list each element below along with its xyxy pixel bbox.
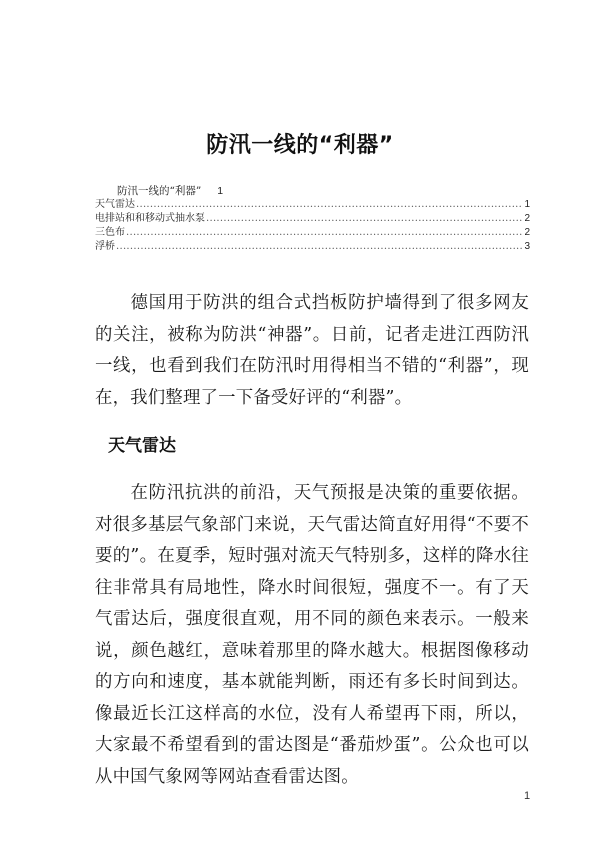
toc-leader-dots (116, 240, 523, 254)
toc-entry-label: 浮桥 (95, 241, 115, 252)
toc-entry-label: 三色布 (95, 227, 125, 238)
toc-entry-label: 天气雷达 (95, 199, 135, 210)
toc-entry[interactable] (95, 198, 530, 212)
document-title: 防汛一线的“利器” (206, 133, 394, 158)
section-paragraph-text: 在防汛抗洪的前沿，天气预报是决策的重要依据。对很多基层气象部门来说，天气雷达简直好用得“不要不要的”。在夏季，短时强对流天气特别多，这样的降水往往非常具有局地性，降水时间很短，强度不一。有了天气雷达后，强度很直观，用不同的颜色来表示。一般来说，颜色越红，意味着那里的降水越大。根据图像移动的方向和速度，基本就能判断，雨还有多长时间到达。像最近长江这样高的水位，没有人希望再下雨，所以，大家最不希望看到的雷达图是“番茄炒蛋”。公众也可以从中国气象网等网站查看雷达图。 (95, 483, 529, 787)
intro-paragraph-text: 德国用于防洪的组合式挡板防护墙得到了很多网友的关注，被称为防洪“神器”。日前，记者走进江西防汛一线，也看到我们在防汛时用得相当不错的“利器”，现在，我们整理了一下备受好评的“利器”。 (95, 293, 529, 408)
section-paragraph-weather-radar (95, 478, 529, 793)
toc-heading-page: 1 (217, 185, 224, 197)
section-heading-weather-radar: 天气雷达 (108, 436, 176, 456)
toc-entry-page: 2 (524, 227, 530, 238)
toc-entry-page: 3 (524, 241, 530, 252)
toc-entry-page: 1 (524, 199, 530, 210)
toc-entry[interactable] (95, 226, 530, 240)
toc-entry-page: 2 (524, 213, 530, 224)
page-number: 1 (524, 790, 531, 802)
table-of-contents (95, 184, 530, 254)
toc-entry[interactable] (95, 240, 530, 254)
toc-entry-label: 电排站和和移动式抽水泵 (95, 213, 205, 224)
intro-paragraph (95, 288, 529, 414)
toc-leader-dots (126, 226, 523, 240)
toc-heading-label: 防汛一线的“利器” (117, 185, 202, 197)
toc-leader-dots (136, 198, 523, 212)
toc-leader-dots (206, 212, 523, 226)
toc-heading[interactable] (95, 184, 530, 198)
toc-entry[interactable] (95, 212, 530, 226)
